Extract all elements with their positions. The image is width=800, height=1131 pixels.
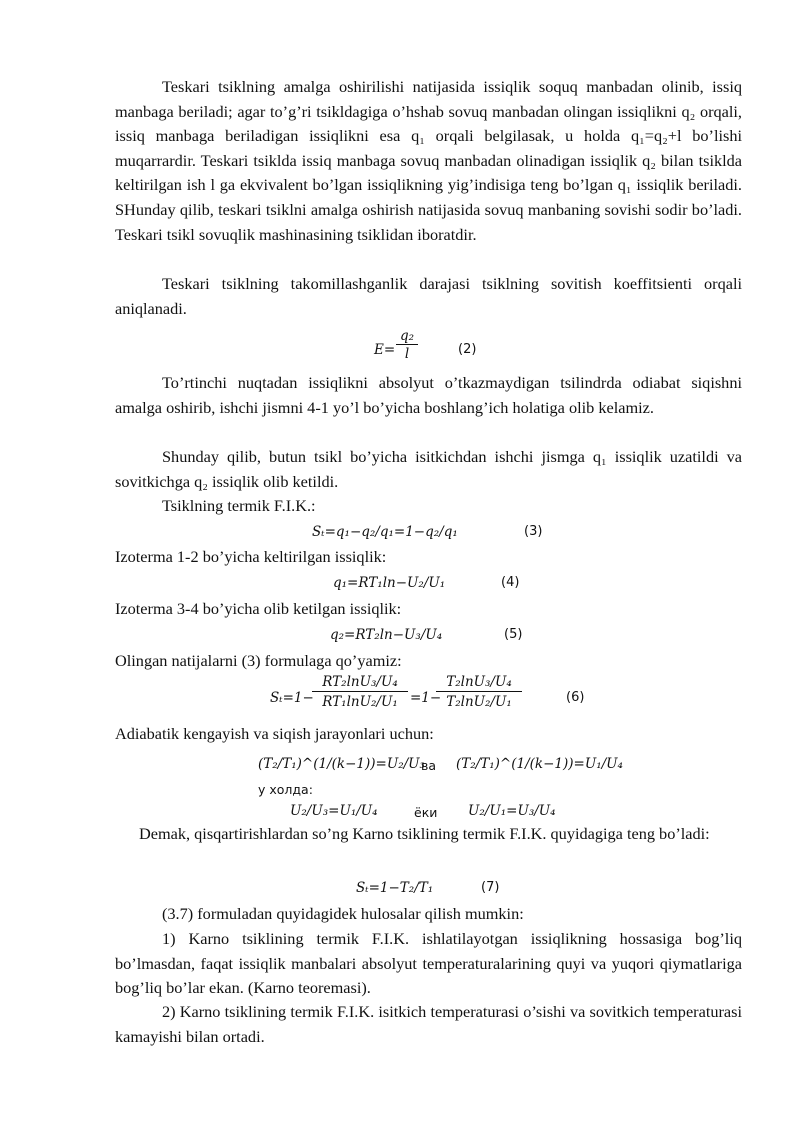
paragraph-conclusion-2: 2) Karno tsiklining termik F.I.K. isitkich temperaturasi o’sishi va sovitkich temperaturasi kamayishi bilan ortadi. <box>115 1002 742 1046</box>
eq4-body: q₁=RT₁ln−U₂/U₁ <box>333 575 446 591</box>
eq3-body: Sₜ=q₁−q₂/q₁=1−q₂/q₁ <box>312 524 458 540</box>
eq6-denominator-1: RT₁lnU₂/U₁ <box>322 694 398 710</box>
eq-adiabatic-2: (T₂/T₁)^(1/(k−1))=U₁/U₄ <box>456 756 623 772</box>
paragraph-conclusion-1: 1) Karno tsiklining termik F.I.K. ishlatilayotgan issiqlikning hossasiga bog’liq bo’lmasdan, faqat issiqlik manbalari absolyut temperaturalarining quyi va yuqori qiymatlariga bog’liq bo’lar ekan. (Karno teoremasi). <box>115 929 742 998</box>
eq7-label: (7) <box>481 880 500 895</box>
eq6-lhs: Sₜ=1− <box>270 690 314 706</box>
paragraph-butun-tsikl: Shunday qilib, butun tsikl bo’yicha isitkichdan ishchi jismga q₁ issiqlik uzatildi va sovitkichga q₂ issiqlik olib ketildi. <box>115 447 742 491</box>
eq2-label: (2) <box>458 342 477 357</box>
eq2-denominator: l <box>404 346 410 362</box>
eq4-label: (4) <box>501 575 520 590</box>
paragraph-demak: Demak, qisqartirishlardan so’ng Karno tsiklining termik F.I.K. quyidagiga teng bo’ladi: <box>139 824 710 843</box>
eq-adiabatic-3: U₂/U₃=U₁/U₄ <box>290 803 378 819</box>
paragraph-takomillashganlik: Teskari tsiklning takomillashganlik darajasi tsiklning sovitish koeffitsienti orqali aniqlanadi. <box>115 274 742 318</box>
heading-formuladan-hulosalar: (3.7) formuladan quyidagidek hulosalar qilish mumkin: <box>162 904 524 923</box>
heading-termik-fik: Tsiklning termik F.I.K.: <box>162 496 316 515</box>
eq-adiabatic-4: U₂/U₁=U₃/U₄ <box>468 803 556 819</box>
eq5-body: q₂=RT₂ln−U₃/U₄ <box>330 627 443 643</box>
eq7-body: Sₜ=1−T₂/T₁ <box>356 880 434 896</box>
word-u-holda: у холда: <box>258 782 313 797</box>
eq2-numerator: q₂ <box>396 328 418 345</box>
eq6-denominator-2: T₂lnU₂/U₁ <box>446 694 512 710</box>
eq6-numerator-2: T₂lnU₃/U₄ <box>436 674 522 692</box>
eq6-mid: =1− <box>410 690 442 706</box>
eq6-numerator-1: RT₂lnU₃/U₄ <box>312 674 408 692</box>
heading-izoterma-12: Izoterma 1-2 bo’yicha keltirilgan issiqlik: <box>115 547 387 566</box>
heading-izoterma-34: Izoterma 3-4 bo’yicha olib ketilgan issiqlik: <box>115 599 402 618</box>
paragraph-teskari-tsikl: Teskari tsiklning amalga oshirilishi natijasida issiqlik soquq manbadan olinib, issiq manbaga beriladi; agar to’g’ri tsikldagiga o’hshab sovuq manbadan olingan issiqlikni q₂ orqali, issiq manbaga beriladigan issiqlikni esa q₁ orqali belgilasak, u holda q₁=q₂+l bo’lishi muqarrardir. Teskari tsiklda issiq manbaga sovuq manbadan olinadigan issiqlik q₂ bilan tsiklda keltirilgan ish l ga ekvivalent bo’lgan issiqlikning yig’indisiga teng bo’lgan q₁ issiqlik beriladi. SHunday qilib, teskari tsiklni amalga oshirish natijasida sovuq manbaning sovishi sodir bo’ladi. Teskari tsikl sovuqlik mashinasining tsiklidan iboratdir. <box>115 77 742 244</box>
eq2-lhs: E= <box>374 342 396 358</box>
eq6-label: (6) <box>566 690 585 705</box>
eq3-label: (3) <box>524 524 543 539</box>
eq-adiabatic-1: (T₂/T₁)^(1/(k−1))=U₂/U₃ <box>258 756 425 772</box>
paragraph-tortinchi-nuqta: To’rtinchi nuqtadan issiqlikni absolyut o’tkazmaydigan tsilindrda odiabat siqishni amalga oshirib, ishchi jismni 4-1 yo’l bo’yicha boshlang’ich holatiga olib kelamiz. <box>115 373 742 417</box>
word-va: ва <box>421 758 437 773</box>
heading-olingan-natijalar: Olingan natijalarni (3) formulaga qo’yamiz: <box>115 651 402 670</box>
eq5-label: (5) <box>504 627 523 642</box>
word-yoki: ёки <box>414 805 438 820</box>
heading-adiabatik: Adiabatik kengayish va siqish jarayonlari uchun: <box>115 724 434 743</box>
